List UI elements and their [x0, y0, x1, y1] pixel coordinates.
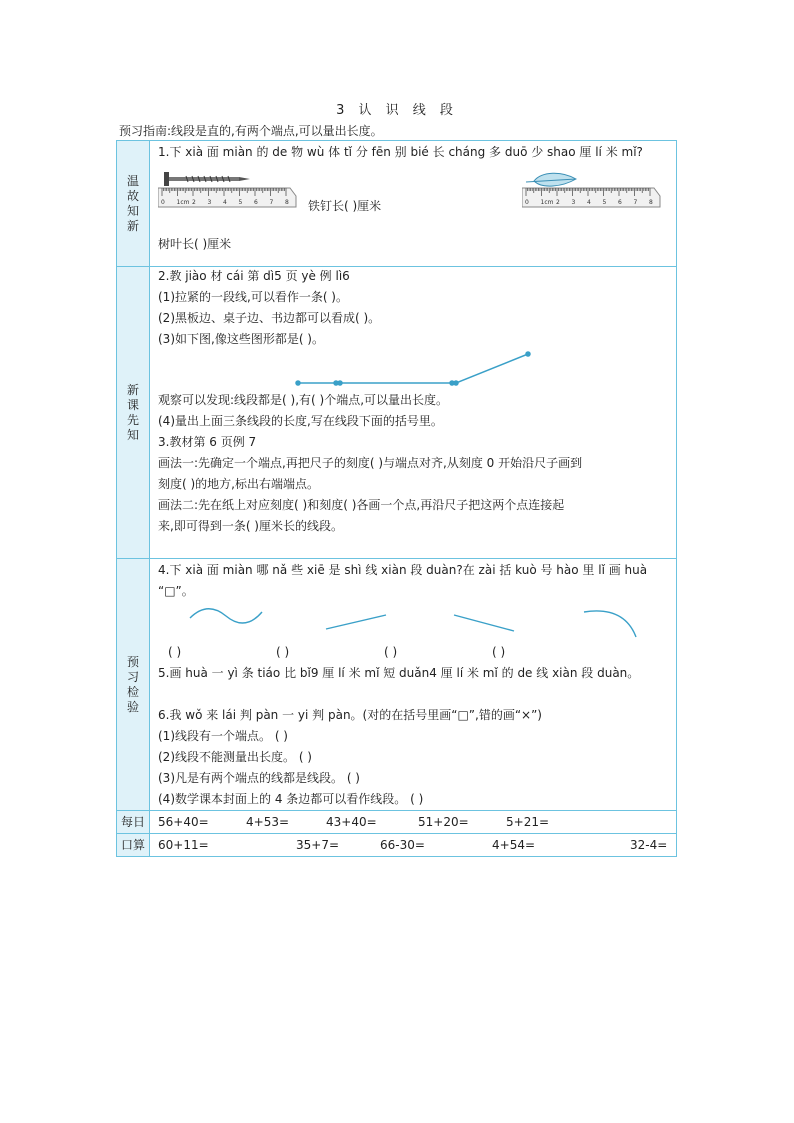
oral-label-bottom: 口算	[117, 834, 150, 857]
ruler-tick-label: 0	[161, 199, 165, 206]
oral-item: 32-4=	[630, 838, 668, 852]
question-2-3: (3)如下图,像这些图形都是( )。	[158, 332, 324, 346]
page-title: 3 认 识 线 段	[336, 103, 458, 118]
leaf-length-label: 树叶长( )厘米	[158, 237, 232, 251]
ruler-tick-label: 6	[254, 199, 258, 206]
ruler-tick-label: 5	[238, 199, 243, 206]
section-label-preview-check: 预习检验	[117, 559, 150, 811]
oral-item: 51+20=	[418, 815, 469, 829]
ruler-tick-label: 2	[556, 199, 560, 206]
segment-3	[456, 354, 528, 383]
question-6-2: (2)线段不能测量出长度。 ( )	[158, 750, 312, 764]
leaf-ruler-figure	[522, 169, 667, 211]
segments-figure	[293, 350, 533, 390]
oral-item: 66-30=	[380, 838, 425, 852]
oral-row-1	[150, 811, 677, 834]
wavy-line	[190, 609, 262, 623]
question-3: 3.教材第 6 页例 7	[158, 435, 257, 449]
question-6-1: (1)线段有一个端点。 ( )	[158, 729, 288, 743]
straight-segment-2	[454, 615, 514, 631]
ruler-tick-label: 0	[525, 199, 529, 206]
ruler-tick-label: 7	[269, 199, 274, 206]
oral-label-top: 每日	[117, 811, 150, 834]
ruler-icon	[522, 188, 660, 207]
question-2-2: (2)黑板边、桌子边、书边都可以看成( )。	[158, 311, 381, 325]
section-label-review: 温故知新	[117, 141, 150, 267]
ruler-tick-label: 4	[587, 199, 591, 206]
ruler-tick-label: 2	[192, 199, 196, 206]
oral-item: 4+53=	[246, 815, 290, 829]
answer-paren-2[interactable]: ( )	[276, 645, 290, 659]
method-1-b: 刻度( )的地方,标出右端端点。	[158, 477, 319, 491]
question-2-1: (1)拉紧的一段线,可以看作一条( )。	[158, 290, 348, 304]
ruler-tick-label: 4	[223, 199, 227, 206]
section-review	[150, 141, 677, 267]
observation: 观察可以发现:线段都是( ),有( )个端点,可以量出长度。	[158, 393, 449, 407]
question-1: 1.下 xià 面 miàn 的 de 物 wù 体 tǐ 分 fēn 别 bié 长 cháng 多 duō 少 shao 厘 lí 米 mǐ?	[158, 145, 643, 159]
section-new-lesson	[150, 267, 677, 559]
preview-guide: 预习指南:线段是直的,有两个端点,可以量出长度。	[119, 124, 383, 138]
ruler-tick-label: 6	[618, 199, 622, 206]
curved-line	[584, 611, 636, 637]
section-label-new-lesson: 新课先知	[117, 267, 150, 559]
oral-item: 5+21=	[506, 815, 550, 829]
question-2: 2.教 jiào 材 cái 第 dì5 页 yè 例 lì6	[158, 269, 350, 283]
straight-segment-1	[326, 615, 386, 629]
lines-figure	[158, 602, 678, 642]
question-4-b: “□”。	[158, 584, 194, 598]
answer-parens-row	[158, 642, 672, 663]
ruler-tick-label: 3	[207, 199, 212, 206]
question-5: 5.画 huà 一 yì 条 tiáo 比 bǐ9 厘 lí 米 mǐ 短 duǎn4 厘 lí 米 mǐ 的 de 线 xiàn 段 duàn。	[158, 666, 640, 680]
ruler-tick-label: 8	[649, 199, 653, 206]
method-2-a: 画法二:先在纸上对应刻度( )和刻度( )各画一个点,再沿尺子把这两个点连接起	[158, 498, 565, 512]
oral-item: 4+54=	[492, 838, 536, 852]
nail-length-label: 铁钉长( )厘米	[308, 199, 382, 213]
ruler-tick-label: 1cm	[540, 199, 554, 206]
method-1-a: 画法一:先确定一个端点,再把尺子的刻度( )与端点对齐,从刻度 0 开始沿尺子画到	[158, 456, 583, 470]
answer-paren-3[interactable]: ( )	[384, 645, 398, 659]
question-6-4: (4)数学课本封面上的 4 条边都可以看作线段。 ( )	[158, 792, 424, 806]
oral-item: 43+40=	[326, 815, 377, 829]
question-6-3: (3)凡是有两个端点的线都是线段。 ( )	[158, 771, 360, 785]
ruler-tick-label: 7	[633, 199, 638, 206]
leaf-icon	[526, 173, 576, 186]
ruler-icon	[158, 188, 296, 207]
ruler-tick-label: 1cm	[176, 199, 190, 206]
ruler-tick-label: 8	[285, 199, 289, 206]
answer-paren-4[interactable]: ( )	[492, 645, 506, 659]
question-6: 6.我 wǒ 来 lái 判 pàn 一 yi 判 pàn。(对的在括号里画“□”,错的画“×”)	[158, 708, 542, 722]
oral-item: 56+40=	[158, 815, 209, 829]
question-2-4: (4)量出上面三条线段的长度,写在线段下面的括号里。	[158, 414, 443, 428]
worksheet-table	[116, 140, 677, 857]
ruler-tick-label: 3	[571, 199, 576, 206]
ruler-tick-label: 5	[602, 199, 607, 206]
section-preview-check	[150, 559, 677, 811]
question-4-a: 4.下 xià 面 miàn 哪 nǎ 些 xiē 是 shì 线 xiàn 段 duàn?在 zài 括 kuò 号 hào 里 lǐ 画 huà	[158, 563, 648, 577]
oral-row-2	[150, 834, 677, 857]
oral-item: 60+11=	[158, 838, 209, 852]
answer-paren-1[interactable]: ( )	[168, 645, 182, 659]
nail-icon	[164, 172, 250, 186]
oral-item: 35+7=	[296, 838, 340, 852]
nail-ruler-figure	[158, 169, 298, 211]
method-2-b: 来,即可得到一条( )厘米长的线段。	[158, 519, 343, 533]
